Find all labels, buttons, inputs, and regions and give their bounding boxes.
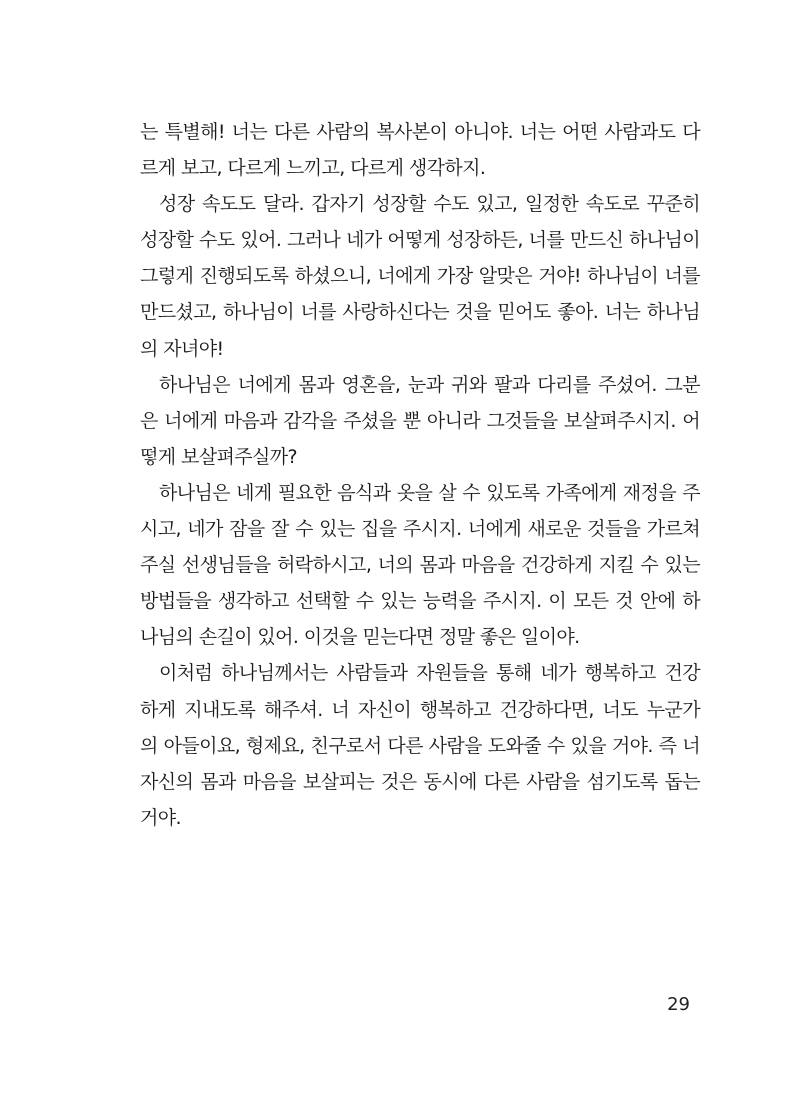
text-line: 방법들을 생각하고 선택할 수 있는 능력을 주시지. 이 모든 것 안에 하 <box>140 590 700 613</box>
text-line: 의 자녀야! <box>140 337 224 360</box>
text-line: 는 특별해! 너는 다른 사람의 복사본이 아니야. 너는 어떤 사람과도 다 <box>140 121 700 143</box>
text-line: 성장 속도도 달라. 갑자기 성장할 수도 있고, 일정한 속도로 꾸준히 <box>159 193 700 216</box>
text-line: 거야. <box>140 806 181 829</box>
text-line: 의 아들이요, 형제요, 친구로서 다른 사람을 도와줄 수 있을 거야. 즉 너 <box>140 734 700 757</box>
text-line: 시고, 네가 잠을 잘 수 있는 집을 주시지. 너에게 새로운 것들을 가르쳐 <box>140 518 700 541</box>
body-text <box>140 114 700 836</box>
text-line: 하나님은 너에게 몸과 영혼을, 눈과 귀와 팔과 다리를 주셨어. 그분 <box>159 373 700 396</box>
text-line: 하게 지내도록 해주셔. 너 자신이 행복하고 건강하다면, 너도 누군가 <box>140 698 700 721</box>
text-line: 르게 보고, 다르게 느끼고, 다르게 생각하지. <box>140 157 486 180</box>
text-line: 주실 선생님들을 허락하시고, 너의 몸과 마음을 건강하게 지킬 수 있는 <box>140 554 700 577</box>
text-line: 이처럼 하나님께서는 사람들과 자원들을 통해 네가 행복하고 건강 <box>159 662 700 685</box>
text-line: 떻게 보살펴주실까? <box>140 445 297 468</box>
text-line: 나님의 손길이 있어. 이것을 믿는다면 정말 좋은 일이야. <box>140 626 580 649</box>
text-line: 자신의 몸과 마음을 보살피는 것은 동시에 다른 사람을 섬기도록 돕는 <box>140 770 700 793</box>
page-number: 29 <box>667 994 690 1015</box>
text-line: 은 너에게 마음과 감각을 주셨을 뿐 아니라 그것들을 보살펴주시지. 어 <box>140 409 700 432</box>
text-line: 만드셨고, 하나님이 너를 사랑하신다는 것을 믿어도 좋아. 너는 하나님 <box>140 301 700 324</box>
text-line: 그렇게 진행되도록 하셨으니, 너에게 가장 알맞은 거야! 하나님이 너를 <box>140 265 700 288</box>
text-line: 성장할 수도 있어. 그러나 네가 어떻게 성장하든, 너를 만드신 하나님이 <box>140 229 700 252</box>
text-line: 하나님은 네게 필요한 음식과 옷을 살 수 있도록 가족에게 재정을 주 <box>159 481 700 504</box>
